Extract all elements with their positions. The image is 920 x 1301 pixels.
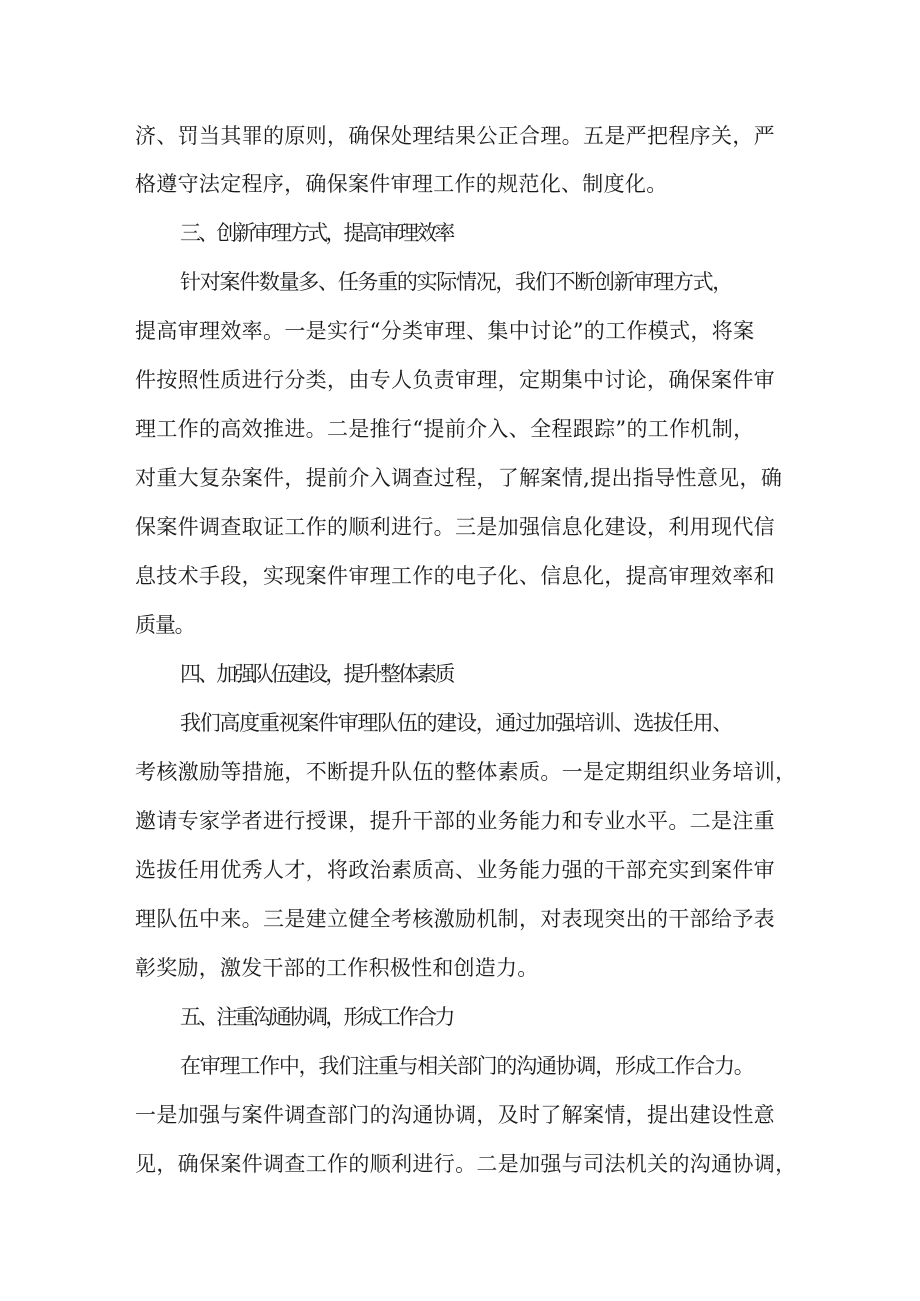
body-text-line: 对重大复杂案件，提前介入调查过程，了解案情,提出指导性意见，确 <box>135 466 783 490</box>
section-heading-4: 四、加强队伍建设，提升整体素质 <box>180 662 453 686</box>
section-heading-3: 三、创新审理方式，提高审理效率 <box>180 221 453 245</box>
body-text-line: 针对案件数量多、任务重的实际情况，我们不断创新审理方式， <box>180 270 732 294</box>
body-text-line: 理工作的高效推进。二是推行“提前介入、全程跟踪”的工作机制， <box>135 417 755 441</box>
body-text-line: 提高审理效率。一是实行“分类审理、集中讨论”的工作模式，将案 <box>135 319 755 343</box>
body-text-line: 一是加强与案件调查部门的沟通协调，及时了解案情，提出建设性意 <box>135 1103 775 1127</box>
body-text-line: 质量。 <box>135 613 195 637</box>
body-text-line: 我们高度重视案件审理队伍的建设，通过加强培训、选拔任用、 <box>180 711 732 735</box>
body-text-line: 选拔任用优秀人才，将政治素质高、业务能力强的干部充实到案件审 <box>135 858 775 882</box>
body-text-line: 彰奖励，激发干部的工作积极性和创造力。 <box>135 956 539 980</box>
body-text-line: 件按照性质进行分类，由专人负责审理，定期集中讨论，确保案件审 <box>135 368 775 392</box>
body-text-line: 息技术手段，实现案件审理工作的电子化、信息化，提高审理效率和 <box>135 564 775 588</box>
body-text-line: 理队伍中来。三是建立健全考核激励机制，对表现突出的干部给予表 <box>135 907 775 931</box>
body-text-line: 格遵守法定程序，确保案件审理工作的规范化、制度化。 <box>135 172 668 196</box>
body-text-line: 见，确保案件调查工作的顺利进行。二是加强与司法机关的沟通协调， <box>135 1152 797 1176</box>
body-text-line: 考核激励等措施，不断提升队伍的整体素质。一是定期组织业务培训， <box>135 760 797 784</box>
body-text-line: 邀请专家学者进行授课，提升干部的业务能力和专业水平。二是注重 <box>135 809 775 833</box>
body-text-line: 济、罚当其罪的原则，确保处理结果公正合理。五是严把程序关，严 <box>135 124 775 148</box>
body-text-line: 保案件调查取证工作的顺利进行。三是加强信息化建设，利用现代信 <box>135 515 775 539</box>
body-text-line: 在审理工作中，我们注重与相关部门的沟通协调，形成工作合力。 <box>180 1054 754 1078</box>
section-heading-5: 五、注重沟通协调，形成工作合力 <box>180 1005 453 1029</box>
